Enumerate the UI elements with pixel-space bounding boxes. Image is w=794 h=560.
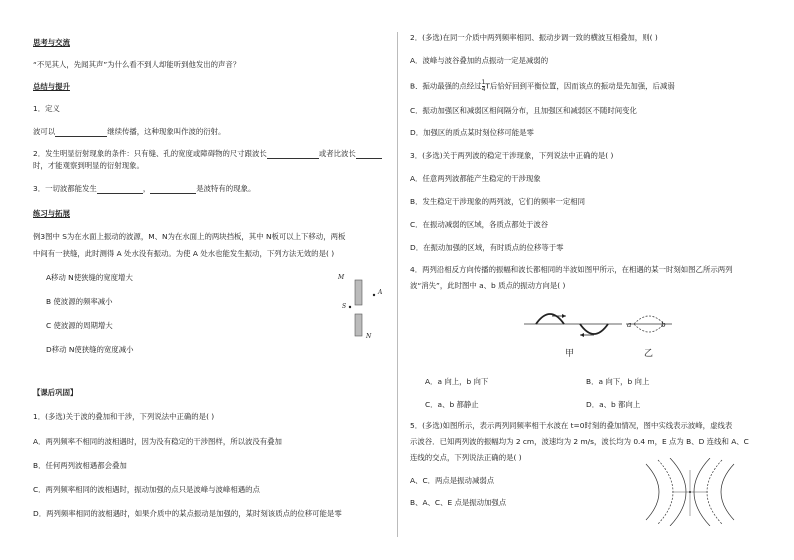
question1-option-b: B．任何两列波相遇都会叠加 <box>33 461 127 470</box>
heading-think: 思考与交流 <box>33 38 70 47</box>
question5-line3: 连线的交点，下列说法正确的是( ) <box>410 453 522 462</box>
fill-blank[interactable] <box>267 150 319 159</box>
question5-option-a: A、C．两点是振动减弱点 <box>410 476 495 485</box>
question1: 1．(多选)关于波的叠加和干涉，下列说法中正确的是( ) <box>33 412 215 421</box>
question4-option-b: B．a 向下，b 向上 <box>586 377 650 386</box>
question5-line1: 5．(多选)如图所示，表示两列同频率相干水波在 t=0时刻的叠加情况，图中实线表示波峰，虚线表 <box>410 421 733 430</box>
think-question: “不见其人，先闻其声”为什么看不到人却能听到他发出的声音？ <box>33 60 241 69</box>
label-a: A <box>378 289 383 296</box>
question3-option-a: A．任意两列波都能产生稳定的干涉现象 <box>410 174 541 183</box>
question3: 3．(多选)关于两列波的稳定干涉现象，下列说法中正确的是( ) <box>410 151 614 160</box>
interference-figure <box>642 458 738 526</box>
question4-option-c: C．a、b 都静止 <box>425 400 479 409</box>
question2-option-a: A．波峰与波谷叠加的点振动一定是减弱的 <box>410 56 549 65</box>
question5-line2: 示波谷．已知两列波的振幅均为 2 cm，波速均为 2 m/s，波长均为 0.4 m，E 点为 B、D 连线和 A、C <box>410 437 749 446</box>
question3-option-b: B．发生稳定干涉现象的两列波，它们的频率一定相同 <box>410 197 586 206</box>
question4-line2: 波“消失”，此时图中 a、b 质点的振动方向是( ) <box>410 281 566 290</box>
question2: 2．(多选)在同一介质中两列频率相同、振动步调一致的横波互相叠加，则( ) <box>410 33 658 42</box>
question4-option-d: D．a、b 都向上 <box>586 400 641 409</box>
question1-option-a: A．两列频率不相同的波相遇时，因为没有稳定的干涉图样，所以波没有叠加 <box>33 437 282 446</box>
question1-option-d: D．两列频率相同的波相遇时，如果介质中的某点振动是加强的，某时刻该质点的位移可能是零 <box>33 509 342 518</box>
fill-blank[interactable] <box>97 185 143 194</box>
question2-option-c: C．振动加强区和减弱区相间隔分布，且加强区和减弱区不随时间变化 <box>410 106 637 115</box>
column-divider <box>397 32 398 537</box>
label-m: M <box>338 274 345 281</box>
question4-line1: 4．两列沿相反方向传播的振幅和波长都相同的半波如图甲所示，在相遇的某一时刻如图乙所示两列 <box>410 265 733 274</box>
question4-option-a: A．a 向上，b 向下 <box>425 377 489 386</box>
example3-option-a: A移动 N使狭缝的宽度增大 <box>46 273 133 282</box>
fill-blank[interactable] <box>356 150 382 159</box>
condition-text: 2．发生明显衍射现象的条件：只有缝、孔的宽度或障碍物的尺寸跟波长 或者比波长 <box>33 149 382 159</box>
example3-option-d: D移动 N使狭缝的宽度减小 <box>46 345 134 354</box>
example3-option-c: C 使波源的周期增大 <box>46 321 113 330</box>
fill-blank[interactable] <box>150 185 196 194</box>
example3-option-b: B 使波源的频率减小 <box>46 297 113 306</box>
figure-label-jia: 甲 <box>565 349 575 359</box>
wave-figure-jia <box>522 302 624 344</box>
heading-summary: 总结与提升 <box>33 82 70 91</box>
heading-practice: 练习与拓展 <box>33 209 70 218</box>
example3-line2: 中间有一狭缝，此时测得 A 处水没有振动。为使 A 处水也能发生振动，下列方法无效的是( ) <box>33 249 335 258</box>
question5-option-b: B、A、C、E 点是振动加强点 <box>410 498 507 507</box>
point-b-label: b <box>661 320 666 329</box>
condition-text-cont: 时，才能观察到明显的衍射现象。 <box>33 161 144 170</box>
label-s: S <box>342 303 347 310</box>
label-n: N <box>366 333 372 340</box>
characteristic-text: 3．一切波都能发生 ， 是波特有的现象。 <box>33 184 256 193</box>
question3-option-c: C．在振动减弱的区域，各质点都处于波谷 <box>410 220 549 229</box>
question2-option-d: D．加强区的质点某时刻位移可能是零 <box>410 128 534 137</box>
point-a-label: a <box>627 320 632 329</box>
definition-text: 波可以 继续传播，这种现象叫作波的衍射。 <box>33 127 226 136</box>
heading-review: 【课后巩固】 <box>33 388 78 397</box>
definition-number: 1．定义 <box>33 104 60 113</box>
question3-option-d: D．在振动加强的区域，有时质点的位移等于零 <box>410 243 564 252</box>
fraction: $\frac{1}{4}$ <box>481 79 486 93</box>
fill-blank[interactable] <box>55 128 107 137</box>
example3-line1: 例3图中 S为在水面上振动的波源，M、N为在水面上的两块挡板，其中 N板可以上下移动，两板 <box>33 232 346 241</box>
figure-label-yi: 乙 <box>644 349 654 359</box>
wave-figure-yi <box>624 306 674 342</box>
question1-option-c: C．两列频率相同的波相遇时，振动加强的点只是波峰与波峰相遇的点 <box>33 485 260 494</box>
question2-option-b: B．振动最强的点经过 $\frac{1}{4}$ T后恰好回到平衡位置，因而该点的振动是先加强，后减弱 <box>410 79 675 93</box>
